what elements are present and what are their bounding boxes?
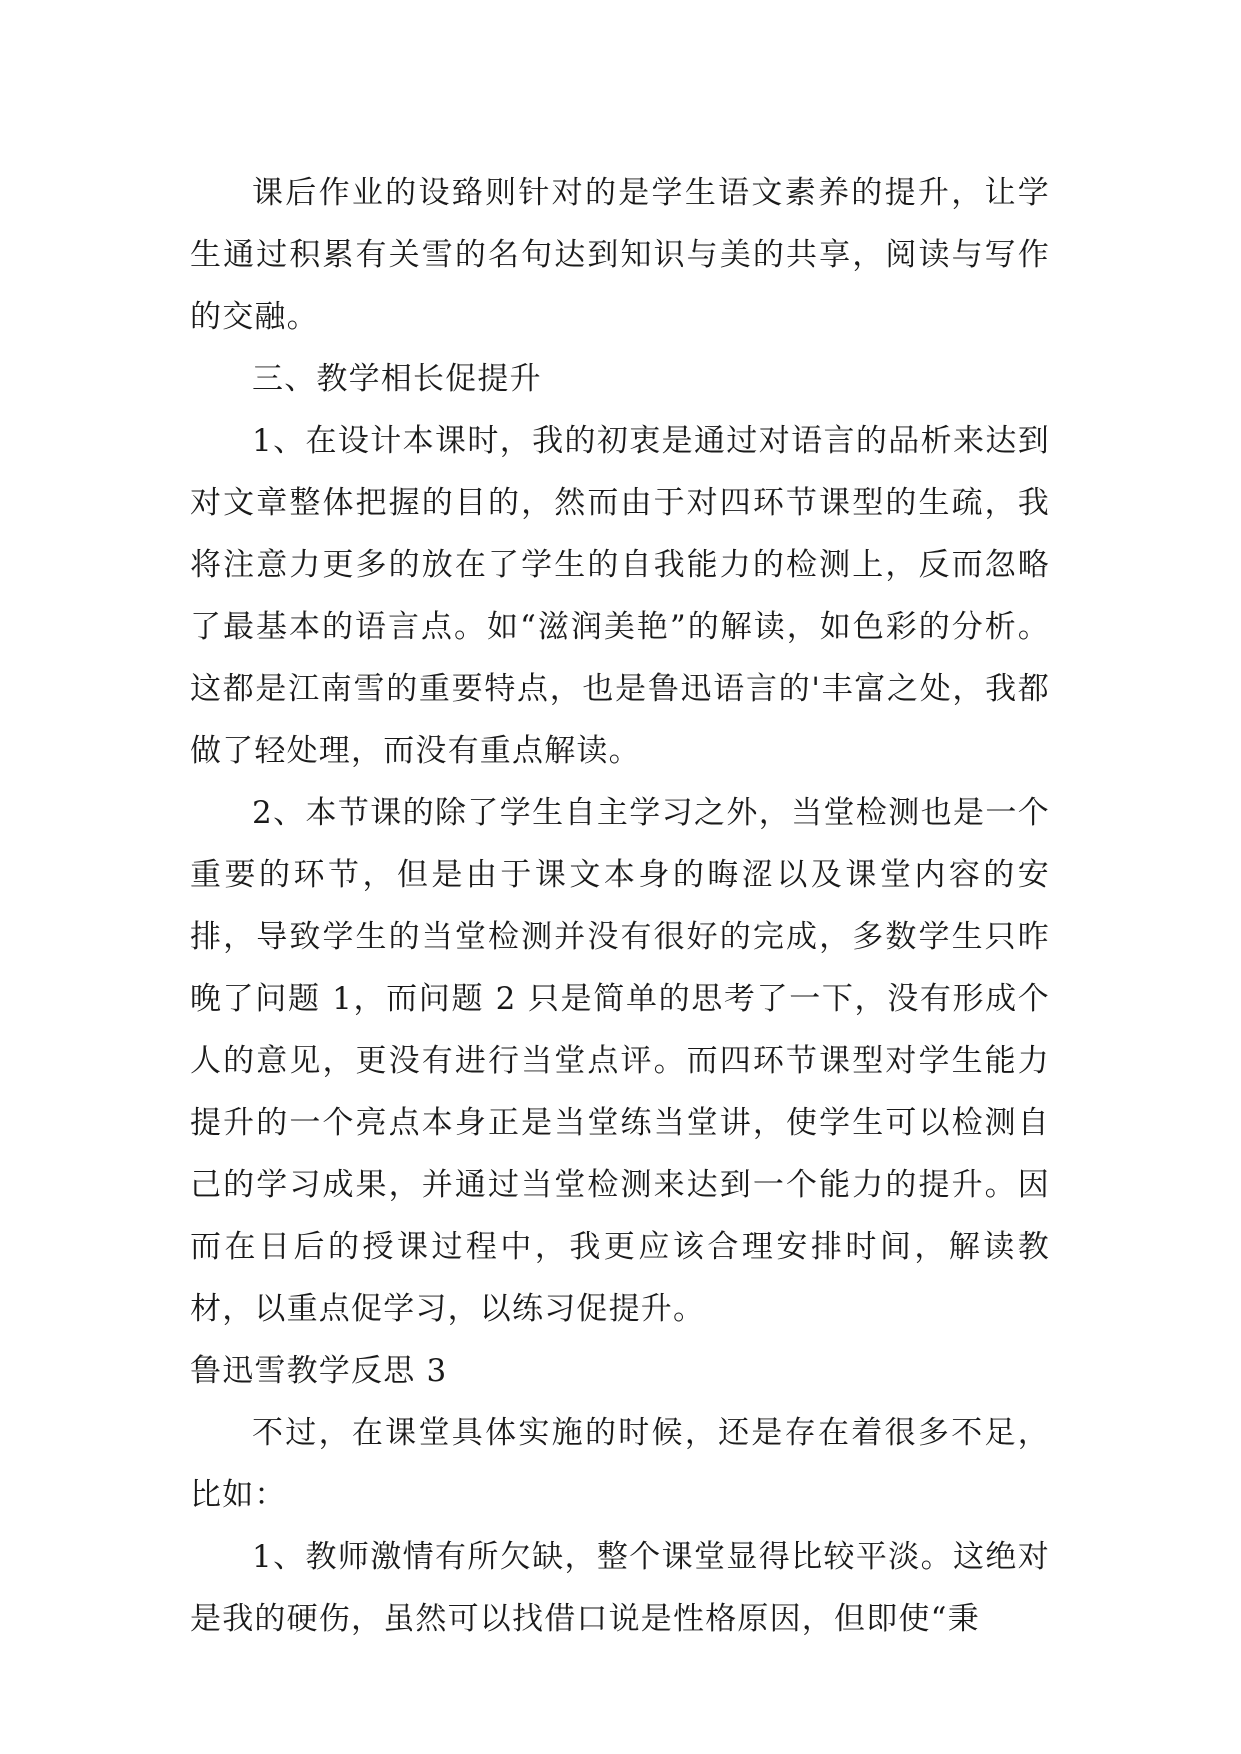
paragraph-homework: 课后作业的设臵则针对的是学生语文素养的提升，让学生通过积累有关雪的名句达到知识与美的共享，阅读与写作的交融。 xyxy=(190,175,1050,335)
section-heading-three: 三、教学相长促提升 xyxy=(252,361,542,397)
paragraph-shortcoming-one: 1、教师激情有所欠缺，整个课堂显得比较平淡。这绝对是我的硬伤，虽然可以找借口说是性格原因，但即使“秉 xyxy=(190,1539,1050,1637)
paragraph-point-one: 1、在设计本课时，我的初衷是通过对语言的品析来达到对文章整体把握的目的，然而由于对四环节课型的生疏，我将注意力更多的放在了学生的自我能力的检测上，反而忽略了最基本的语言点。如“滋润美艳”的解读，如色彩的分析。这都是江南雪的重要特点，也是鲁迅语言的'丰富之处，我都做了轻处理，而没有重点解读。 xyxy=(190,423,1050,769)
paragraph-intro-shortcomings: 不过，在课堂具体实施的时候，还是存在着很多不足，比如： xyxy=(190,1415,1050,1513)
document-body xyxy=(190,162,1050,1650)
article-title-reflection-3: 鲁迅雪教学反思 3 xyxy=(190,1353,448,1389)
paragraph-point-two: 2、本节课的除了学生自主学习之外，当堂检测也是一个重要的环节，但是由于课文本身的晦涩以及课堂内容的安排，导致学生的当堂检测并没有很好的完成，多数学生只昨晚了问题 1，而问题 2 只是简单的思考了一下，没有形成个人的意见，更没有进行当堂点评。而四环节课型对学生能力提升的一个亮点本身正是当堂练当堂讲，使学生可以检测自己的学习成果，并通过当堂检测来达到一个能力的提升。因而在日后的授课过程中，我更应该合理安排时间，解读教材，以重点促学习，以练习促提升。 xyxy=(190,795,1050,1327)
